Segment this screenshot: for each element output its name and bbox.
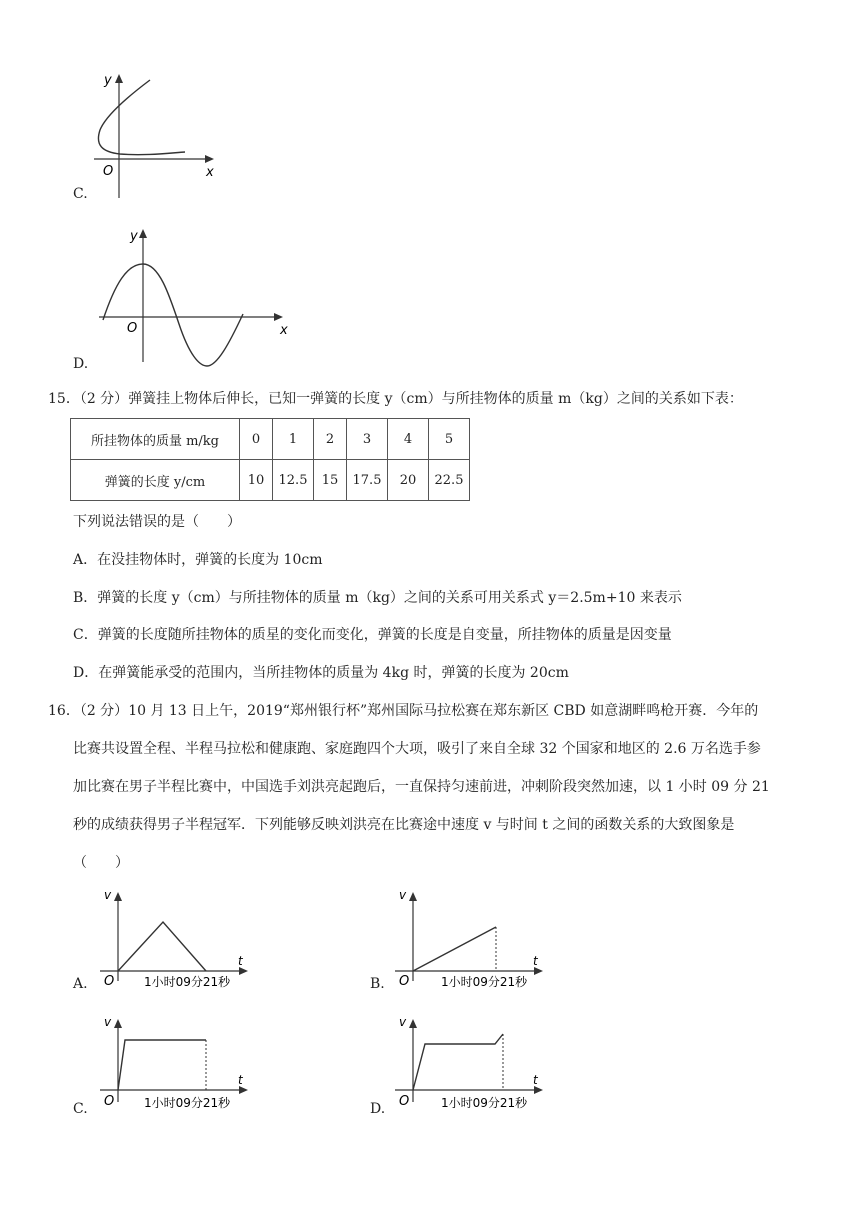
q16b-t-label: t: [533, 954, 538, 968]
q15-table: [70, 418, 470, 501]
q16-line5: （ ）: [73, 855, 129, 871]
q14c-origin-label: O: [103, 164, 114, 179]
table-cell: 5: [429, 419, 470, 460]
q16-graph-b: [393, 885, 553, 990]
q15-option-d[interactable]: D．在弹簧能承受的范围内，当所挂物体的质量为 4kg 时，弹簧的长度为 20cm: [73, 665, 569, 681]
q16-option-a-label[interactable]: A.: [73, 976, 88, 992]
q14d-origin-label: O: [127, 321, 138, 336]
table-cell: 2: [314, 419, 347, 460]
table-cell: 12.5: [273, 460, 314, 501]
q16-line1-text: 10 月 13 日上午，2019“郑州银行杯”郑州国际马拉松赛在郑东新区 CBD 如意湖畔鸣枪开赛．今年的: [128, 703, 759, 719]
q16a-v-label: v: [104, 888, 112, 902]
q16d-v-label: v: [399, 1015, 407, 1029]
q15-option-b[interactable]: B．弹簧的长度 y（cm）与所挂物体的质量 m（kg）之间的关系可用关系式 y＝2.5m+10 来表示: [73, 590, 682, 606]
q14c-y-label: y: [104, 73, 112, 88]
q16-score: （2 分）: [79, 703, 129, 719]
q15-stem: [48, 389, 743, 409]
q16-graph-d: [393, 1012, 553, 1117]
q15-option-a[interactable]: A．在没挂物体时，弹簧的长度为 10cm: [73, 552, 323, 568]
q16-line1: [48, 701, 758, 721]
q16c-v-label: v: [104, 1015, 112, 1029]
table-cell: 0: [240, 419, 273, 460]
q16b-time-label: 1小时09分21秒: [441, 975, 528, 989]
table-cell: 15: [314, 460, 347, 501]
table-cell: 10: [240, 460, 273, 501]
q16c-origin-label: O: [104, 1094, 115, 1109]
q16c-time-label: 1小时09分21秒: [144, 1096, 231, 1110]
q16-graph-a: [98, 885, 258, 990]
q16c-t-label: t: [238, 1073, 243, 1087]
table-cell: 4: [388, 419, 429, 460]
q15-number: 15．: [48, 391, 80, 407]
table-cell: 1: [273, 419, 314, 460]
table-row-length: [71, 460, 470, 501]
q14c-x-label: x: [206, 165, 214, 180]
q16-line3: 加比赛在男子半程比赛中，中国选手刘洪亮起跑后，一直保持匀速前进，冲刺阶段突然加速，以 1 小时 09 分 21: [73, 779, 770, 795]
q14d-x-label: x: [280, 323, 288, 338]
table-header-mass: 所挂物体的质量 m/kg: [71, 419, 240, 460]
q16b-origin-label: O: [399, 974, 410, 989]
q16-number: 16．: [48, 703, 80, 719]
q16a-time-label: 1小时09分21秒: [144, 975, 231, 989]
table-cell: 22.5: [429, 460, 470, 501]
q16d-time-label: 1小时09分21秒: [441, 1096, 528, 1110]
q16-option-d-label[interactable]: D.: [370, 1101, 386, 1117]
q14-option-d-label[interactable]: D.: [73, 356, 89, 372]
q16b-v-label: v: [399, 888, 407, 902]
q16a-origin-label: O: [104, 974, 115, 989]
q14-option-c-label[interactable]: C.: [73, 186, 88, 202]
q15-stem-text: 弹簧挂上物体后伸长，已知一弹簧的长度 y（cm）与所挂物体的质量 m（kg）之间的关系如下表：: [128, 391, 743, 407]
q14-graph-c: [90, 70, 230, 205]
q16d-origin-label: O: [399, 1094, 410, 1109]
q16-option-b-label[interactable]: B.: [370, 976, 385, 992]
q14d-y-label: y: [130, 229, 138, 244]
q16-line2: 比赛共设置全程、半程马拉松和健康跑、家庭跑四个大项，吸引了来自全球 32 个国家和地区的 2.6 万名选手参: [73, 741, 761, 757]
q16d-t-label: t: [533, 1073, 538, 1087]
table-cell: 20: [388, 460, 429, 501]
q15-score: （2 分）: [79, 391, 129, 407]
q14-graph-d: [95, 224, 295, 369]
q15-question: 下列说法错误的是（ ）: [73, 514, 241, 530]
table-row-mass: [71, 419, 470, 460]
table-header-length: 弹簧的长度 y/cm: [71, 460, 240, 501]
q16-graph-c: [98, 1012, 258, 1117]
table-cell: 17.5: [347, 460, 388, 501]
q16a-t-label: t: [238, 954, 243, 968]
q16-option-c-label[interactable]: C.: [73, 1101, 88, 1117]
q16-line4: 秒的成绩获得男子半程冠军．下列能够反映刘洪亮在比赛途中速度 v 与时间 t 之间的函数关系的大致图象是: [73, 817, 735, 833]
table-cell: 3: [347, 419, 388, 460]
q15-option-c[interactable]: C．弹簧的长度随所挂物体的质星的变化而变化，弹簧的长度是自变量，所挂物体的质量是因变量: [73, 627, 672, 643]
